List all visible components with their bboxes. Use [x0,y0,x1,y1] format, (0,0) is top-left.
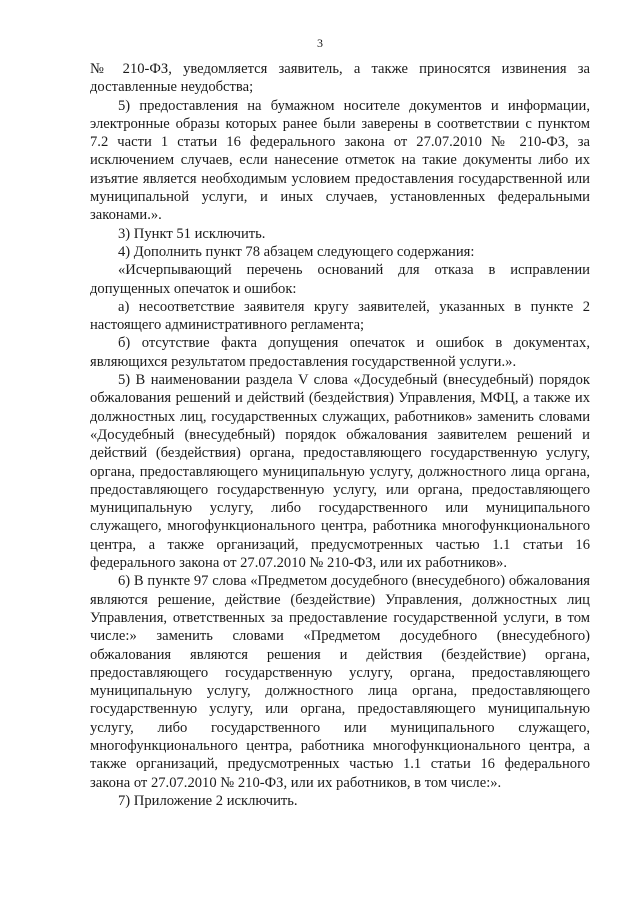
paragraph-item-6-point-97: 6) В пункте 97 слова «Предметом досудебного (внесудебного) обжалования являются решение, действие (бездействие) Управления, должностных лиц Управления, ответственных за предоставление государственной услуги, в том числе:» заменить словами «Предметом досудебного (внесудебного) обжалования являются решения и действия (бездействие) органа, предоставляющего государственную услугу, органа, предоставляющего муниципальную услугу, должностного лица органа, предоставляющего государственную услугу, или органа, предоставляющего муниципальную услугу, либо государственного или муниципального служащего, многофункционального центра, работника многофункционального центра, а также организаций, предусмотренных частью 1.1 статьи 16 федерального закона от 27.07.2010 № 210-ФЗ, или их работников, в том числе:». [90,573,590,791]
paragraph-item-5-paper-documents: 5) предоставления на бумажном носителе документов и информации, электронные образы которых ранее были заверены в соответствии с пунктом 7.2 части 1 статьи 16 федерального закона от 27.07.2010 № 210-ФЗ, за исключением случаев, если нанесение отметок на такие документы либо их изъятие является необходимым условием предоставления государственной или муниципальной услуги, и иных случаев, установленных федеральными законами.». [90,97,590,224]
page-number: 3 [317,36,323,50]
paragraph-item-4-add-to-point-78: 4) Дополнить пункт 78 абзацем следующего содержания: [118,243,475,260]
paragraph-refusal-grounds: «Исчерпывающий перечень оснований для отказа в исправлении допущенных опечаток и ошибок: [90,262,590,297]
paragraph-item-5-section-v: 5) В наименовании раздела V слова «Досудебный (внесудебный) порядок обжалования решений и действий (бездействия) Управления, МФЦ, а также их должностных лиц, государственных служащих, работников» заменить словами «Досудебный (внесудебный) порядок обжалования заявителем решений и действий (бездействия) органа, предоставляющего государственную услугу, органа, предоставляющего муниципальную услугу, должностного лица органа, предоставляющего государственную услугу, или органа, предоставляющего муниципальную услугу, либо государственного или муниципального служащего, многофункционального центра, работника многофункционального центра, а также организаций, предусмотренных частью 1.1 статьи 16 федерального закона от 27.07.2010 № 210-ФЗ, или их работников». [90,372,590,572]
paragraph-item-3-remove-point-51: 3) Пункт 51 исключить. [118,225,266,242]
paragraph-item-7-remove-appendix: 7) Приложение 2 исключить. [118,792,298,809]
paragraph-continuation: № 210-ФЗ, уведомляется заявитель, а также приносятся извинения за доставленные неудобства; [90,61,590,96]
paragraph-ground-b: б) отсутствие факта допущения опечаток и ошибок в документах, являющихся результатом предоставления государственной услуги.». [90,335,590,370]
paragraph-ground-a: а) несоответствие заявителя кругу заявителей, указанных в пункте 2 настоящего административного регламента; [90,298,590,334]
document-body [90,60,590,810]
